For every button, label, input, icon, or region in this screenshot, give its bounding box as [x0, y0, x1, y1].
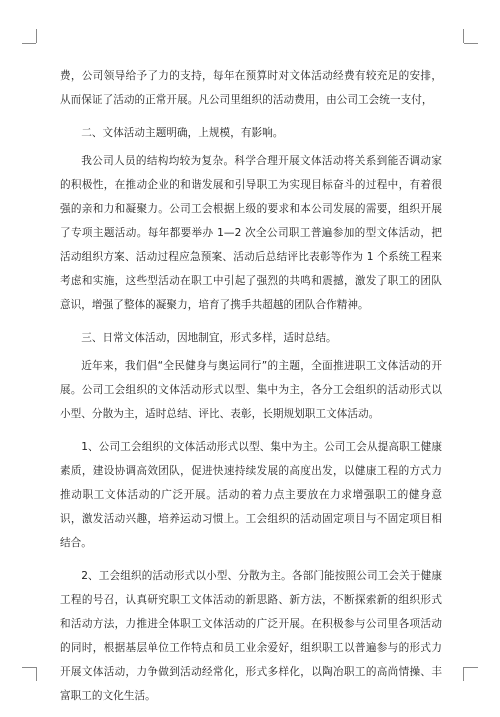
- paragraph-item-1: 1、公司工会组织的文体活动形式以型、集中为主。公司工会从提高职工健康素质，建设协调高效团队，促进快速持续发展的高度出发，以健康工程的方式力推动职工文体活动的广泛开展。活动的着力点主要放在力求增强职工的健身意识，激发活动兴趣，培养运动习惯上。工会组织的活动固定项目与不固定项目相结合。: [60, 441, 442, 549]
- document-body: [60, 64, 442, 717]
- crop-mark-top-left-v: [36, 29, 37, 43]
- paragraph-recent-years: 近年来，我们倡“全民健身与奥运同行”的主题，全面推进职工文体活动的开展。公司工会组织的文体活动形式以型、集中为主，各分工会组织的活动形式以小型、分散为主，适时总结、评比、表彰，长期规划职工文体活动。: [60, 360, 442, 420]
- section-heading-2: 二、文体活动主题明确，上规模，有影响。: [81, 127, 284, 139]
- crop-mark-top-left-h: [22, 43, 36, 44]
- paragraph-theme-activities: 我公司人员的结构均较为复杂。科学合理开展文体活动将关系到能否调动家的积极性，在推动企业的和谐发展和引导职工为实现目标奋斗的过程中，有着很强的亲和力和凝聚力。公司工会根据上级的要求和本公司发展的需要，组织开展了专项主题活动。每年都要举办 1—2 次全公司职工普遍参加的型文体活动，把活动组织方案、活动过程应急预案、活动后总结评比表彰等作为 1 个系统工程来考虑和实施，这些型活动在职工中引起了强烈的共鸣和震撼，激发了职工的团队意识，增强了整体的凝聚力，培育了携手共超越的团队合作精神。: [60, 155, 442, 311]
- paragraph-item-2: 2、工会组织的活动形式以小型、分散为主。各部门能按照公司工会关于健康工程的号召，认真研究职工文体活动的新思路、新方法，不断探索新的组织形式和活动方法，力推进全体职工文体活动的广泛开展。在积极参与公司里各项活动的同时，根据基层单位工作特点和员工业余爱好，组织职工以普遍参与的形式力开展文体活动，力争做到活动经常化，形式多样化，以陶冶职工的高尚情操、丰富职工的文化生活。: [60, 570, 442, 702]
- crop-mark-bottom-left-h: [22, 667, 36, 668]
- crop-mark-top-right-v: [463, 29, 464, 43]
- crop-mark-bottom-right-v: [463, 667, 464, 681]
- crop-mark-bottom-right-h: [464, 667, 478, 668]
- section-heading-3: 三、日常文体活动，因地制宜，形式多样，适时总结。: [81, 332, 337, 344]
- crop-mark-bottom-left-v: [36, 667, 37, 681]
- paragraph-continuation: 费，公司领导给予了力的支持，每年在预算时对文体活动经费有较充足的安排，从而保证了活动的正常开展。凡公司里组织的活动费用，由公司工会统一支付，: [60, 70, 442, 106]
- crop-mark-top-right-h: [464, 43, 478, 44]
